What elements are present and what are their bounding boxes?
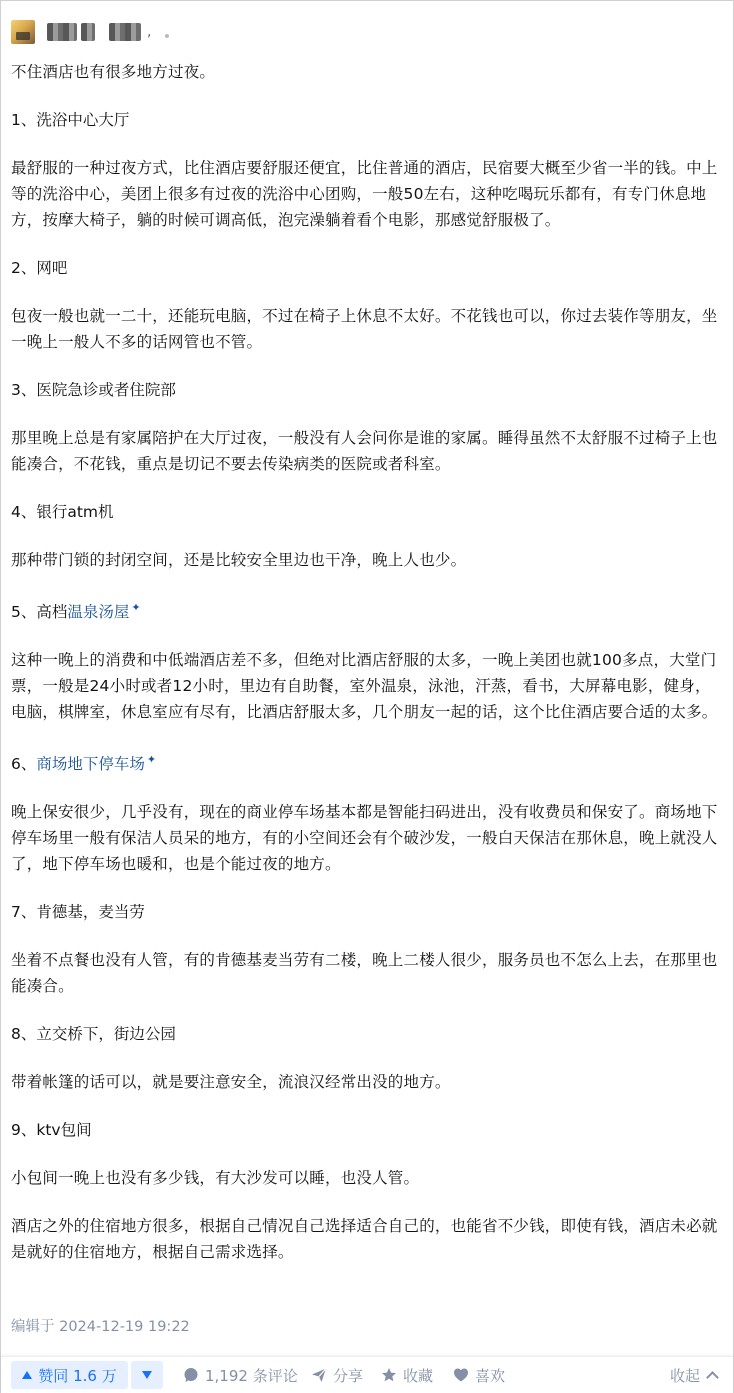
heart-icon — [453, 1367, 469, 1383]
like-button[interactable] — [453, 1361, 505, 1389]
section-paragraph-8: 带着帐篷的话可以，就是要注意安全，流浪汉经常出没的地方。 — [11, 1073, 451, 1091]
upvote-arrow-icon — [22, 1371, 32, 1379]
section-paragraph-1: 最舒服的一种过夜方式，比住酒店要舒服还便宜，比住普通的酒店，民宿要大概至少省一半的钱。中上等的洗浴中心，美团上很多有过夜的洗浴中心团购，一般50左右，这种吃喝玩乐都有，有专门休息地方，按摩大椅子，躺的时候可调高低，泡完澡躺着看个电影，那感觉舒服极了。 — [11, 159, 718, 229]
search-spark-icon: ✦ — [131, 601, 141, 614]
section-paragraph-5: 这种一晚上的消费和中低端酒店差不多，但绝对比酒店舒服的太多，一晚上美团也就100多点，大堂门票，一般是24小时或者12小时，里边有自助餐，室外温泉，泳池，汗蒸，看书，大屏幕电影，健身，电脑，棋牌室，休息室应有尽有，比酒店舒服太多，几个朋友一起的话，这个比住酒店要合适的太多。 — [11, 651, 718, 721]
downvote-arrow-icon — [142, 1371, 152, 1379]
author-name-redacted[interactable] — [47, 23, 169, 41]
share-label: 分享 — [333, 1366, 364, 1385]
share-plane-icon — [311, 1367, 327, 1383]
upvote-label: 赞同 1.6 万 — [38, 1366, 117, 1385]
heading-5-prefix: 5、高档 — [11, 603, 68, 621]
outro-paragraph: 酒店之外的住宿地方很多，根据自己情况自己选择适合自己的，也能省不少钱，即使有钱，酒店未必就是就好的住宿地方，根据自己需求选择。 — [11, 1217, 718, 1261]
redacted-dot — [165, 34, 169, 38]
answer-action-bar — [1, 1356, 733, 1393]
redacted-block — [47, 23, 77, 41]
downvote-button[interactable] — [131, 1361, 163, 1389]
section-heading-2: 2、网吧 — [11, 259, 68, 277]
author-row — [11, 19, 169, 45]
comments-button[interactable] — [183, 1361, 298, 1389]
author-avatar[interactable] — [11, 20, 35, 44]
section-paragraph-6: 晚上保安很少，几乎没有，现在的商业停车场基本都是智能扫码进出，没有收费员和保安了。商场地下停车场里一般有保洁人员呆的地方，有的小空间还会有个破沙发，一般白天保洁在那休息，晚上就没人了，地下停车场也暖和，也是个能过夜的地方。 — [11, 803, 718, 873]
redacted-block — [81, 23, 95, 41]
share-button[interactable] — [311, 1361, 363, 1389]
chevron-up-icon — [706, 1371, 719, 1384]
section-heading-9: 9、ktv包间 — [11, 1121, 92, 1139]
section-heading-7: 7、肯德基，麦当劳 — [11, 903, 145, 921]
section-paragraph-9: 小包间一晚上也没有多少钱，有大沙发可以睡，也没人管。 — [11, 1169, 420, 1187]
section-heading-1: 1、洗浴中心大厅 — [11, 111, 130, 129]
heading-6-prefix: 6、 — [11, 755, 37, 773]
comment-bubble-icon — [183, 1367, 199, 1383]
parking-lot-link[interactable]: 商场地下停车场 — [36, 755, 145, 773]
favorite-label: 收藏 — [403, 1366, 434, 1385]
section-heading-6 — [11, 747, 723, 777]
search-spark-icon: ✦ — [146, 753, 157, 766]
upvote-button[interactable] — [11, 1361, 128, 1389]
name-separator: , — [147, 24, 152, 40]
like-label: 喜欢 — [475, 1366, 506, 1385]
comments-label: 1,192 条评论 — [205, 1366, 298, 1385]
section-heading-3: 3、医院急诊或者住院部 — [11, 381, 176, 399]
collapse-label: 收起 — [669, 1366, 700, 1385]
section-heading-5 — [11, 595, 723, 625]
answer-content — [11, 59, 723, 1265]
edit-timestamp[interactable]: 编辑于 2024-12-19 19:22 — [11, 1319, 190, 1335]
star-icon — [381, 1367, 397, 1383]
section-heading-8: 8、立交桥下，街边公园 — [11, 1025, 176, 1043]
section-paragraph-7: 坐着不点餐也没有人管，有的肯德基麦当劳有二楼，晚上二楼人很少，服务员也不怎么上去，在那里也能凑合。 — [11, 951, 718, 995]
section-heading-4: 4、银行atm机 — [11, 503, 114, 521]
intro-paragraph: 不住酒店也有很多地方过夜。 — [11, 63, 216, 81]
favorite-button[interactable] — [381, 1361, 433, 1389]
redacted-block — [109, 23, 141, 41]
section-paragraph-4: 那种带门锁的封闭空间，还是比较安全里边也干净，晚上人也少。 — [11, 551, 467, 569]
section-paragraph-3: 那里晚上总是有家属陪护在大厅过夜，一般没有人会问你是谁的家属。睡得虽然不太舒服不过椅子上也能凑合，不花钱，重点是切记不要去传染病类的医院或者科室。 — [11, 429, 718, 473]
collapse-button[interactable] — [670, 1361, 717, 1389]
section-paragraph-2: 包夜一般也就一二十，还能玩电脑，不过在椅子上休息不太好。不花钱也可以，你过去装作等朋友，坐一晚上一般人不多的话网管也不管。 — [11, 307, 718, 351]
hot-spring-link[interactable]: 温泉汤屋 — [67, 603, 130, 621]
